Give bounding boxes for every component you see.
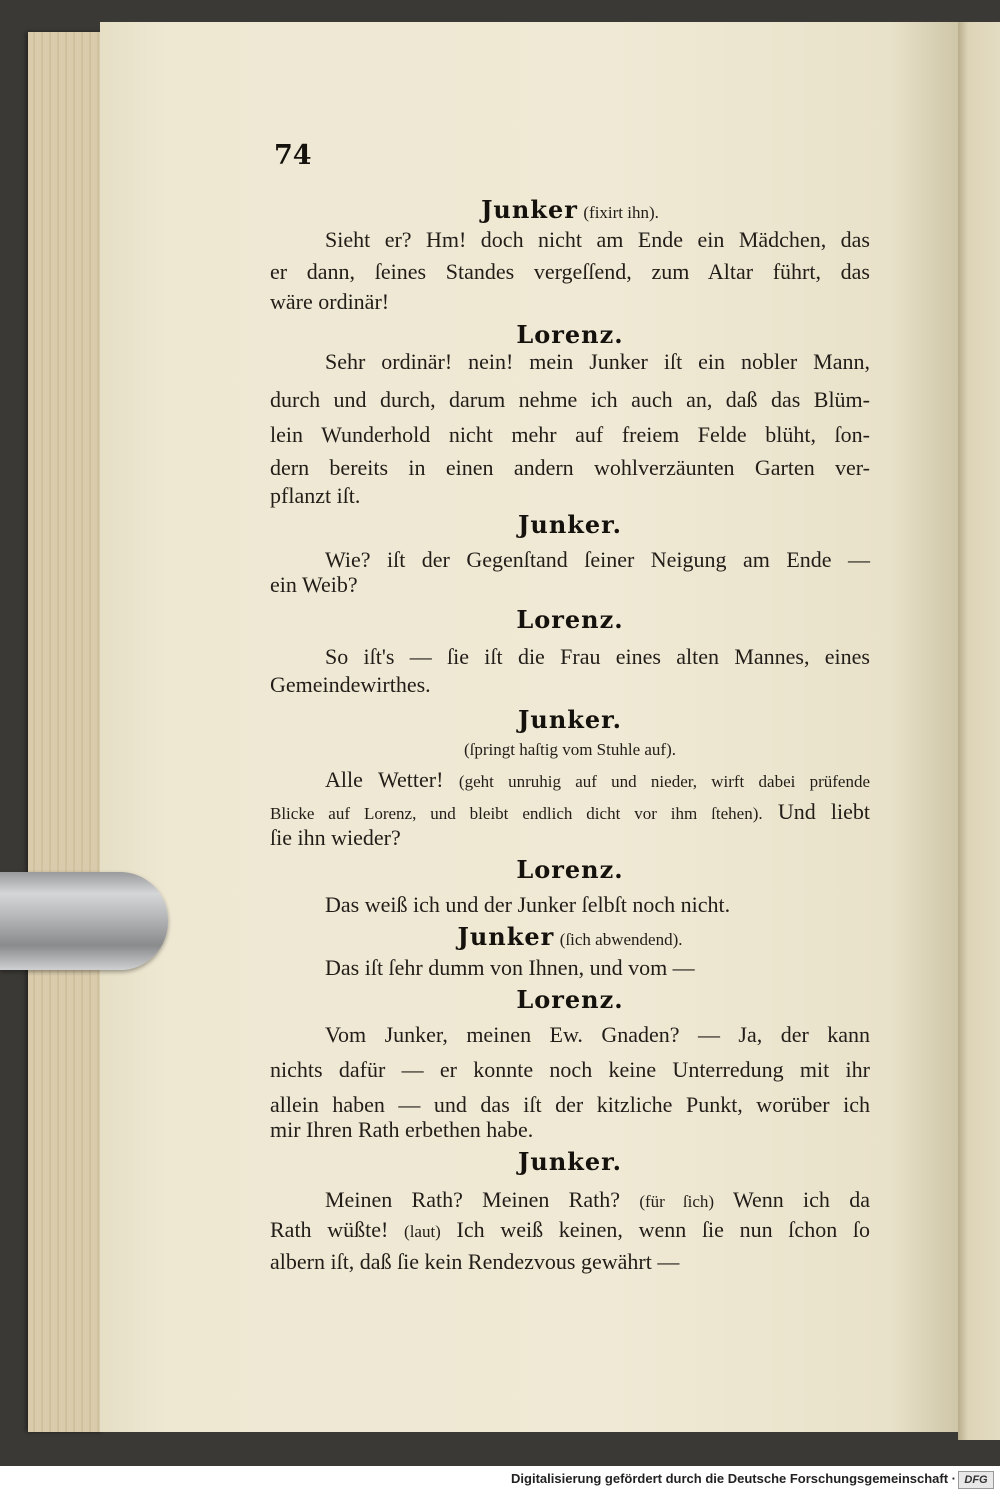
speaker-heading bbox=[270, 195, 870, 225]
speaker-heading bbox=[270, 855, 870, 885]
speaker-name: Lorenz. bbox=[516, 320, 624, 349]
speaker-name: Lorenz. bbox=[516, 605, 624, 634]
spoken-text: Rath wüßte! bbox=[270, 1217, 389, 1242]
speaker-heading bbox=[270, 320, 870, 350]
facing-page-edge bbox=[958, 22, 1000, 1440]
speaker-heading bbox=[270, 1147, 870, 1177]
stage-direction: (laut) bbox=[404, 1222, 441, 1241]
spoken-text: Und liebt bbox=[777, 799, 870, 824]
page-number: 74 bbox=[274, 140, 312, 171]
text-line: Vom Junker, meinen Ew. Gnaden? — Ja, der kann bbox=[325, 1022, 870, 1047]
text-line: allein haben — und das iſt der kitzliche Punkt, worüber ich bbox=[270, 1092, 870, 1117]
text-line: Das weiß ich und der Junker ſelbſt noch nicht. bbox=[325, 892, 731, 917]
speaker-heading bbox=[270, 510, 870, 540]
funding-notice: Digitalisierung gefördert durch die Deutsche Forschungsgemeinschaft · bbox=[511, 1471, 956, 1486]
spoken-text: Ich weiß keinen, wenn ſie nun ſchon ſo bbox=[456, 1217, 870, 1242]
dfg-logo: DFG bbox=[958, 1471, 994, 1489]
speaker-name: Junker. bbox=[518, 705, 622, 734]
speaker-name: Lorenz. bbox=[516, 855, 624, 884]
text-line bbox=[270, 1215, 870, 1245]
spoken-text: Alle Wetter! bbox=[325, 767, 444, 792]
text-line: pflanzt iſt. bbox=[270, 483, 361, 508]
text-line: So iſt's — ſie iſt die Frau eines alten Mannes, eines bbox=[325, 644, 870, 669]
text-line: er dann, ſeines Standes vergeſſend, zum Altar führt, das bbox=[270, 259, 870, 284]
speaker-heading bbox=[270, 922, 870, 952]
speaker-name: Junker. bbox=[518, 1147, 622, 1176]
stage-direction: (fixirt ihn). bbox=[583, 203, 659, 222]
text-line: Wie? iſt der Gegenſtand ſeiner Neigung am Ende — bbox=[325, 547, 870, 572]
stage-direction: (geht unruhig auf und nieder, wirft dabei prüfende bbox=[458, 772, 871, 791]
page-clip bbox=[0, 872, 168, 970]
text-line: Gemeindewirthes. bbox=[270, 672, 431, 697]
stage-direction-line bbox=[270, 733, 870, 763]
text-line: albern iſt, daß ſie kein Rendezvous gewährt — bbox=[270, 1249, 680, 1274]
speaker-heading bbox=[270, 985, 870, 1015]
text-line: nichts dafür — er konnte noch keine Unterredung mit ihr bbox=[270, 1057, 870, 1082]
text-line: Sehr ordinär! nein! mein Junker iſt ein nobler Mann, bbox=[325, 349, 870, 374]
text-line: lein Wunderhold nicht mehr auf freiem Felde blüht, ſon- bbox=[270, 422, 870, 447]
text-line bbox=[325, 765, 870, 795]
footer-bar bbox=[0, 1466, 1000, 1492]
text-line: ein Weib? bbox=[270, 572, 358, 597]
text-line: durch und durch, darum nehme ich auch an, daß das Blüm- bbox=[270, 387, 870, 412]
spoken-text: Wenn ich da bbox=[732, 1187, 870, 1212]
speaker-name: Junker. bbox=[518, 510, 622, 539]
speaker-name: Lorenz. bbox=[516, 985, 624, 1014]
stage-direction: (ſich abwendend). bbox=[559, 930, 683, 949]
text-line: Das iſt ſehr dumm von Ihnen, und vom — bbox=[325, 955, 695, 980]
stage-direction: (ſpringt haſtig vom Stuhle auf). bbox=[464, 740, 676, 759]
text-line: dern bereits in einen andern wohlverzäunten Garten ver- bbox=[270, 455, 870, 480]
speaker-name: Junker bbox=[457, 922, 555, 951]
page-stack-edge bbox=[28, 32, 104, 1432]
stage-direction: Blicke auf Lorenz, und bleibt endlich dicht vor ihm ſtehen). bbox=[270, 804, 763, 823]
speaker-heading bbox=[270, 705, 870, 735]
text-line: mir Ihren Rath erbethen habe. bbox=[270, 1117, 534, 1142]
text-line: wäre ordinär! bbox=[270, 289, 390, 314]
spoken-text: Meinen Rath? Meinen Rath? bbox=[325, 1187, 620, 1212]
stage-direction: (für ſich) bbox=[639, 1192, 715, 1211]
text-line: ſie ihn wieder? bbox=[270, 825, 401, 850]
speaker-heading bbox=[270, 605, 870, 635]
speaker-name: Junker bbox=[481, 195, 578, 224]
text-line bbox=[325, 1185, 870, 1215]
text-line: Sieht er? Hm! doch nicht am Ende ein Mädchen, das bbox=[325, 227, 870, 252]
